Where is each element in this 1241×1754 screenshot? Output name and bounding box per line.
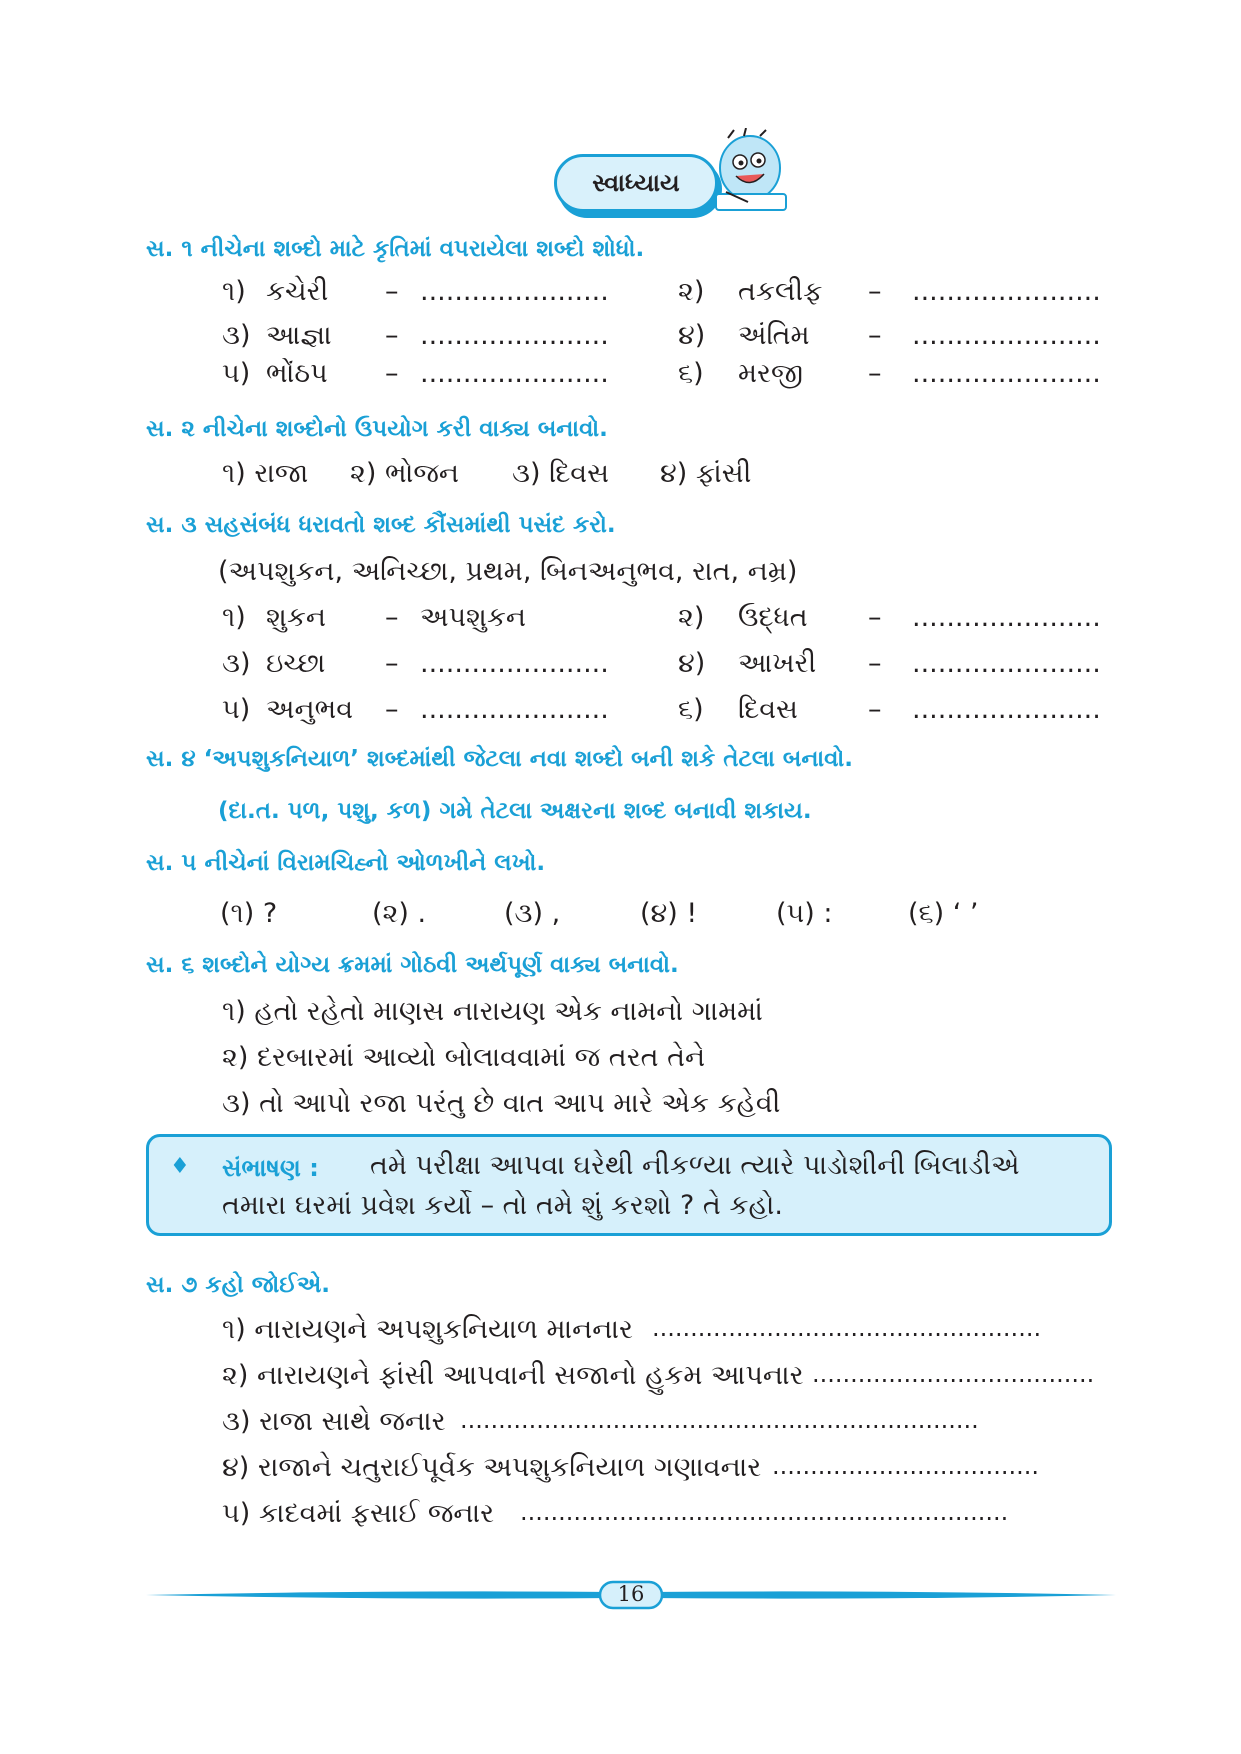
q3-item-4-dash: – [868, 648, 882, 679]
question-6-label: સ. ૬ શબ્દોને યોગ્ય ક્રમમાં ગોઠવી અર્થપૂર્ણ વાક્ય બનાવો. [146, 952, 679, 978]
q7-item-2-blank: ..................................... [812, 1360, 1095, 1388]
q3-item-6-dash: – [868, 694, 882, 725]
q1-item-2-blank: ...................... [912, 276, 1101, 307]
q7-item-4-blank: ................................... [772, 1452, 1040, 1480]
q1-item-2-dash: – [868, 276, 882, 307]
q1-item-3-blank: ...................... [420, 320, 609, 351]
q5-item-6: (૬) ‘ ’ [908, 898, 979, 929]
q7-item-5-blank: ................................................................ [520, 1498, 1009, 1526]
q2-item-4: ૪) ફાંસી [660, 458, 752, 489]
q3-item-1-answer: અપશુકન [420, 602, 527, 633]
q3-item-2-number: ૨) [678, 602, 705, 633]
q3-item-5-blank: ...................... [420, 694, 609, 725]
q1-item-3-number: ૩) [222, 320, 251, 351]
q5-item-1: (૧) ? [220, 898, 278, 929]
q1-item-6-word: મરજી [738, 358, 804, 389]
conversation-line-2: તમારા ઘરમાં પ્રવેશ કર્યો – તો તમે શું કરશો ? તે કહો. [222, 1190, 783, 1221]
q2-item-2: ૨) ભોજન [350, 458, 459, 489]
conversation-label: સંભાષણ : [222, 1154, 319, 1182]
q6-item-2: ૨) દરબારમાં આવ્યો બોલાવવામાં જ તરત તેને [222, 1042, 706, 1073]
q1-item-6-dash: – [868, 358, 882, 389]
q3-item-4-number: ૪) [678, 648, 706, 679]
question-2-label: સ. ૨ નીચેના શબ્દોનો ઉપયોગ કરી વાક્ય બનાવો. [146, 416, 608, 442]
q1-item-4-dash: – [868, 320, 882, 351]
q6-item-1: ૧) હતો રહેતો માણસ નારાયણ એક નામનો ગામમાં [222, 996, 763, 1027]
q1-item-5-word: ભોંઠપ [266, 358, 328, 389]
q3-item-2-blank: ...................... [912, 602, 1101, 633]
question-7-label: સ. ૭ કહો જોઈએ. [146, 1272, 330, 1298]
q1-item-1-number: ૧) [222, 276, 246, 307]
q3-item-3-dash: – [385, 648, 399, 679]
question-4-hint: (દા.ત. પળ, પશુ, કળ) ગમે તેટલા અક્ષરના શબ્દ બનાવી શકાય. [218, 798, 812, 824]
q7-item-1-blank: ................................................... [652, 1314, 1042, 1342]
conversation-line-1: તમે પરીક્ષા આપવા ઘરેથી નીકળ્યા ત્યારે પાડોશીની બિલાડીએ [370, 1150, 1020, 1181]
diamond-bullet-icon: ♦ [170, 1154, 190, 1179]
q3-item-5-number: ૫) [222, 694, 251, 725]
q3-item-6-number: ૬) [678, 694, 704, 725]
q2-item-3: ૩) દિવસ [512, 458, 609, 489]
q3-options: (અપશુકન, અનિચ્છા, પ્રથમ, બિનઅનુભવ, રાત, નમ્ર) [218, 556, 798, 587]
q3-item-4-blank: ...................... [912, 648, 1101, 679]
q3-item-4-word: આખરી [738, 648, 817, 679]
q6-item-3: ૩) તો આપો રજા પરંતુ છે વાત આપ મારે એક કહેવી [222, 1088, 781, 1119]
question-4-label: સ. ૪ ‘અપશુકનિયાળ’ શબ્દમાંથી જેટલા નવા શબ્દો બની શકે તેટલા બનાવો. [146, 746, 853, 772]
q3-item-1-dash: – [385, 602, 399, 633]
q1-item-4-number: ૪) [678, 320, 706, 351]
question-3-label: સ. ૩ સહસંબંધ ધરાવતો શબ્દ કૌંસમાંથી પસંદ કરો. [146, 512, 616, 538]
question-1-label: સ. ૧ નીચેના શબ્દો માટે કૃતિમાં વપરાયેલા શબ્દો શોધો. [146, 236, 645, 262]
q1-item-4-word: અંતિમ [738, 320, 810, 351]
q3-item-1-word: શુકન [266, 602, 326, 633]
q7-item-3: ૩) રાજા સાથે જનાર [222, 1406, 446, 1437]
q1-item-3-dash: – [385, 320, 399, 351]
q7-item-1: ૧) નારાયણને અપશુકનિયાળ માનનાર [222, 1314, 633, 1345]
q3-item-2-word: ઉદ્ધત [738, 602, 808, 633]
q1-item-5-dash: – [385, 358, 399, 389]
section-title: સ્વાધ્યાય [592, 169, 680, 197]
q1-item-1-word: કચેરી [266, 276, 329, 307]
q5-item-4: (૪) ! [640, 898, 698, 929]
q7-item-3-blank: .................................................................... [460, 1406, 979, 1434]
q1-item-4-blank: ...................... [912, 320, 1101, 351]
q3-item-5-word: અનુભવ [266, 694, 354, 725]
q1-item-5-blank: ...................... [420, 358, 609, 389]
q5-item-2: (૨) . [372, 898, 427, 929]
q1-item-5-number: ૫) [222, 358, 251, 389]
q7-item-4: ૪) રાજાને ચતુરાઈપૂર્વક અપશુકનિયાળ ગણાવનાર [222, 1452, 762, 1483]
student-mascot-icon [708, 128, 798, 218]
q5-item-5: (૫) : [776, 898, 833, 929]
q3-item-3-word: ઇચ્છા [266, 648, 326, 679]
question-5-label: સ. ૫ નીચેનાં વિરામચિહ્નો ઓળખીને લખો. [146, 850, 546, 876]
page-number: 16 [617, 1582, 645, 1606]
q7-item-2: ૨) નારાયણને ફાંસી આપવાની સજાનો હુકમ આપનાર [222, 1360, 804, 1391]
q2-item-1: ૧) રાજા [222, 458, 309, 489]
q3-item-6-word: દિવસ [738, 694, 798, 725]
q1-item-1-dash: – [385, 276, 399, 307]
q3-item-1-number: ૧) [222, 602, 246, 633]
q3-item-5-dash: – [385, 694, 399, 725]
q5-item-3: (૩) , [504, 898, 561, 929]
q7-item-5: ૫) કાદવમાં ફસાઈ જનાર [222, 1498, 495, 1529]
q1-item-2-word: તકલીફ [738, 276, 823, 307]
q1-item-6-number: ૬) [678, 358, 704, 389]
q3-item-3-blank: ...................... [420, 648, 609, 679]
q1-item-2-number: ૨) [678, 276, 705, 307]
q1-item-6-blank: ...................... [912, 358, 1101, 389]
q3-item-2-dash: – [868, 602, 882, 633]
q1-item-1-blank: ...................... [420, 276, 609, 307]
q3-item-6-blank: ...................... [912, 694, 1101, 725]
q3-item-3-number: ૩) [222, 648, 251, 679]
section-title-badge [554, 154, 718, 212]
q1-item-3-word: આજ્ઞા [266, 320, 332, 351]
